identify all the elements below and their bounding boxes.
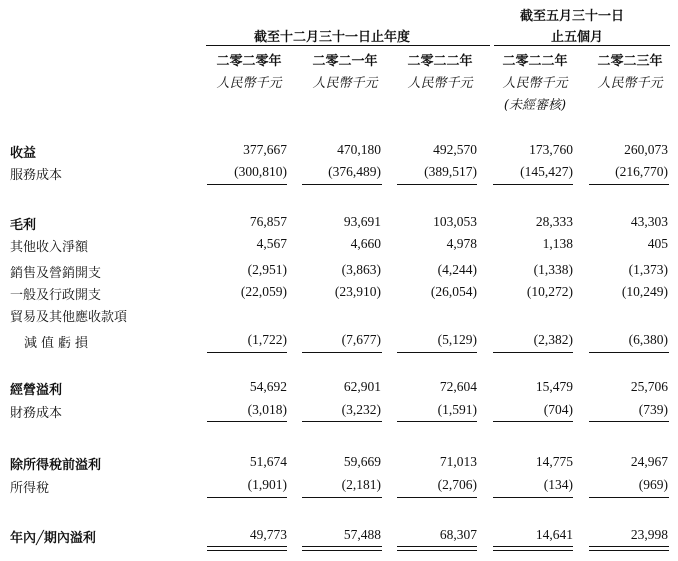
table-cell: 15,479 [535, 379, 573, 394]
table-cell: 1,138 [542, 236, 573, 251]
table-cell: (7,677) [341, 332, 381, 347]
subtotal-rule [589, 184, 669, 185]
table-cell: 470,180 [337, 142, 381, 157]
table-cell: (2,706) [437, 477, 477, 492]
table-cell: 405 [647, 236, 668, 251]
row-label: 財務成本 [10, 406, 63, 421]
subtotal-rule [493, 421, 573, 422]
table-cell: 62,901 [343, 379, 381, 394]
header-group-5m-line2: 止五個月 [551, 30, 604, 45]
subtotal-rule [589, 352, 669, 353]
subtotal-rule [397, 352, 477, 353]
table-cell: (300,810) [234, 164, 287, 179]
table-cell: 103,053 [433, 214, 477, 229]
table-cell: (145,427) [520, 164, 573, 179]
column-year-1: 二零二零年 [216, 54, 282, 69]
header-group-fy: 截至十二月三十一日止年度 [254, 30, 411, 45]
table-cell: 72,604 [439, 379, 477, 394]
table-cell: 260,073 [624, 142, 668, 157]
table-cell: (969) [638, 477, 668, 492]
row-label: 減值虧損 [24, 336, 93, 351]
total-double-rule [493, 546, 573, 551]
total-double-rule [397, 546, 477, 551]
column-unit-3: 人民幣千元 [407, 76, 473, 91]
table-cell: 14,775 [535, 454, 573, 469]
column-unit-4: 人民幣千元 [502, 76, 568, 91]
table-cell: 492,570 [433, 142, 477, 157]
table-cell: 173,760 [529, 142, 573, 157]
subtotal-rule [493, 497, 573, 498]
table-cell: (3,863) [341, 262, 381, 277]
table-cell: 14,641 [535, 527, 573, 542]
table-cell: (704) [543, 402, 573, 417]
subtotal-rule [302, 497, 382, 498]
table-cell: 76,857 [249, 214, 287, 229]
table-cell: (26,054) [430, 284, 477, 299]
table-cell: 25,706 [630, 379, 668, 394]
subtotal-rule [302, 421, 382, 422]
table-cell: (2,181) [341, 477, 381, 492]
table-cell: (1,591) [437, 402, 477, 417]
table-cell: (389,517) [424, 164, 477, 179]
table-cell: 57,488 [343, 527, 381, 542]
header-group-5m-underline [494, 45, 670, 46]
table-cell: 43,303 [630, 214, 668, 229]
table-cell: (5,129) [437, 332, 477, 347]
table-cell: (3,232) [341, 402, 381, 417]
table-cell: 24,967 [630, 454, 668, 469]
table-cell: 71,013 [439, 454, 477, 469]
table-cell: (216,770) [615, 164, 668, 179]
column-year-4: 二零二二年 [502, 54, 568, 69]
table-cell: (22,059) [240, 284, 287, 299]
table-cell: 68,307 [439, 527, 477, 542]
table-cell: (6,380) [628, 332, 668, 347]
table-cell: 4,978 [446, 236, 477, 251]
table-cell: (3,018) [247, 402, 287, 417]
row-label: 除所得稅前溢利 [10, 458, 102, 473]
table-cell: 28,333 [535, 214, 573, 229]
table-cell: 4,660 [350, 236, 381, 251]
table-cell: (1,722) [247, 332, 287, 347]
subtotal-rule [589, 497, 669, 498]
subtotal-rule [493, 352, 573, 353]
column-year-5: 二零二三年 [597, 54, 663, 69]
subtotal-rule [207, 352, 287, 353]
column-unit-5: 人民幣千元 [597, 76, 663, 91]
total-double-rule [207, 546, 287, 551]
row-label: 一般及行政開支 [10, 288, 102, 303]
table-cell: (10,272) [526, 284, 573, 299]
column-year-2: 二零二一年 [312, 54, 378, 69]
subtotal-rule [397, 497, 477, 498]
row-label: 經營溢利 [10, 383, 63, 398]
table-cell: 59,669 [343, 454, 381, 469]
subtotal-rule [207, 421, 287, 422]
table-cell: (2,951) [247, 262, 287, 277]
table-cell: (376,489) [328, 164, 381, 179]
header-group-fy-underline [206, 45, 490, 46]
subtotal-rule [207, 184, 287, 185]
table-cell: (23,910) [334, 284, 381, 299]
subtotal-rule [207, 497, 287, 498]
column-unit-1: 人民幣千元 [216, 76, 282, 91]
subtotal-rule [589, 421, 669, 422]
subtotal-rule [302, 184, 382, 185]
column-unaudited-note: (未經審核) [503, 98, 567, 113]
table-cell: (1,373) [628, 262, 668, 277]
total-double-rule [302, 546, 382, 551]
table-cell: (10,249) [621, 284, 668, 299]
row-label: 所得稅 [10, 481, 50, 496]
table-cell: (4,244) [437, 262, 477, 277]
row-label: 收益 [10, 146, 37, 161]
row-label: 年內╱期內溢利 [10, 531, 96, 546]
table-cell: 51,674 [249, 454, 287, 469]
table-cell: 54,692 [249, 379, 287, 394]
table-cell: 23,998 [630, 527, 668, 542]
subtotal-rule [493, 184, 573, 185]
column-unit-2: 人民幣千元 [312, 76, 378, 91]
total-double-rule [589, 546, 669, 551]
subtotal-rule [302, 352, 382, 353]
row-label: 服務成本 [10, 168, 63, 183]
table-cell: 377,667 [243, 142, 287, 157]
row-label: 貿易及其他應收款項 [10, 310, 128, 325]
table-cell: 4,567 [256, 236, 287, 251]
table-cell: (739) [638, 402, 668, 417]
table-cell: (2,382) [533, 332, 573, 347]
subtotal-rule [397, 184, 477, 185]
column-year-3: 二零二二年 [407, 54, 473, 69]
table-cell: (134) [543, 477, 573, 492]
table-cell: (1,338) [533, 262, 573, 277]
subtotal-rule [397, 421, 477, 422]
header-group-5m-line1: 截至五月三十一日 [520, 9, 625, 24]
row-label: 其他收入淨額 [10, 240, 89, 255]
table-cell: 49,773 [249, 527, 287, 542]
table-cell: (1,901) [247, 477, 287, 492]
row-label: 毛利 [10, 218, 37, 233]
table-cell: 93,691 [343, 214, 381, 229]
row-label: 銷售及營銷開支 [10, 266, 102, 281]
